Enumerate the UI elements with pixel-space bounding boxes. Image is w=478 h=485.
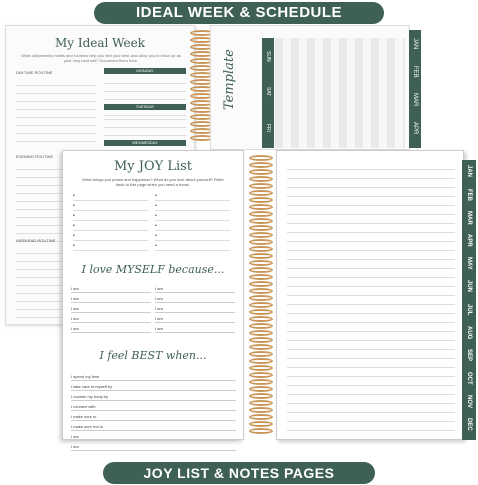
- tab-apr[interactable]: APR: [466, 234, 472, 247]
- daytime-routine-label: DAYTIME ROUTINE: [16, 70, 53, 75]
- banner-ideal-week: IDEAL WEEK & SCHEDULE: [94, 2, 384, 24]
- tab-jun[interactable]: JUN: [466, 280, 472, 293]
- tab-feb[interactable]: FEB: [466, 188, 472, 201]
- tab-oct[interactable]: OCT: [466, 372, 472, 385]
- tab-dec[interactable]: DEC: [466, 418, 472, 431]
- day-head-wednesday: WEDNESDAY: [104, 140, 186, 146]
- i-am-list-right: I am I am I am I am I am: [155, 283, 235, 333]
- tab-jul[interactable]: JUL: [466, 303, 472, 316]
- week-label-fri: FRI: [265, 123, 271, 133]
- day-head-monday: MONDAY: [104, 68, 186, 74]
- notes-lines: [287, 161, 455, 431]
- tab-mar[interactable]: MAR: [466, 210, 472, 225]
- tab-sep[interactable]: SEP: [466, 349, 472, 362]
- tuesday-lines: [104, 112, 186, 152]
- back-tab-feb[interactable]: FEB: [412, 66, 418, 78]
- joy-bullets-left: • • • • • •: [73, 191, 148, 251]
- front-spiral: [249, 155, 273, 435]
- back-tab-jan[interactable]: JAN: [412, 38, 418, 50]
- joy-list-page: [62, 150, 244, 449]
- schedule-grid: [275, 38, 405, 148]
- week-label-sat: SAT: [265, 87, 271, 97]
- notes-page: [276, 150, 464, 440]
- week-day-labels: [262, 38, 274, 148]
- front-month-tabs: [462, 160, 476, 440]
- tab-jan[interactable]: JAN: [466, 165, 472, 178]
- ideal-week-title: My Ideal Week: [54, 36, 146, 50]
- tab-aug[interactable]: AUG: [466, 325, 472, 340]
- love-myself-title: I love MYSELF because...: [81, 263, 225, 276]
- tab-nov[interactable]: NOV: [466, 394, 472, 408]
- week-label-sun: SUN: [265, 50, 271, 62]
- joy-bullets-right: • • • • • •: [155, 191, 230, 251]
- i-am-list-left: I am I am I am I am I am: [71, 283, 151, 333]
- daytime-lines: [16, 78, 96, 142]
- joy-list-title: My JOY List: [113, 159, 193, 174]
- tab-may[interactable]: MAY: [466, 257, 472, 270]
- back-month-tabs: [409, 30, 421, 148]
- weekend-routine-label: WEEKEND ROUTINE: [16, 238, 56, 243]
- monday-lines: [104, 76, 186, 116]
- joy-list-subtitle: What brings you peace and happiness? What do you love about yourself? Refer back to this page when you need a boost.: [82, 177, 224, 187]
- day-head-tuesday: TUESDAY: [104, 104, 186, 110]
- ideal-week-subtitle: What daily/weekly habits and routines help you feel your best and allow you to show up as your very best self? Document them here.: [21, 53, 181, 63]
- feel-best-title: I feel BEST when...: [99, 349, 207, 362]
- banner-joy-list: JOY LIST & NOTES PAGES: [103, 462, 375, 484]
- back-tab-mar[interactable]: MAR: [412, 93, 418, 107]
- schedule-template-title: Template: [222, 49, 237, 110]
- feel-best-list: I spend my time I take care of myself by I nourish my body by I connect with I make sure to I make sure not to I am I am: [71, 371, 236, 451]
- evening-routine-label: EVENING ROUTINE: [16, 154, 54, 159]
- back-tab-apr[interactable]: APR: [412, 121, 418, 135]
